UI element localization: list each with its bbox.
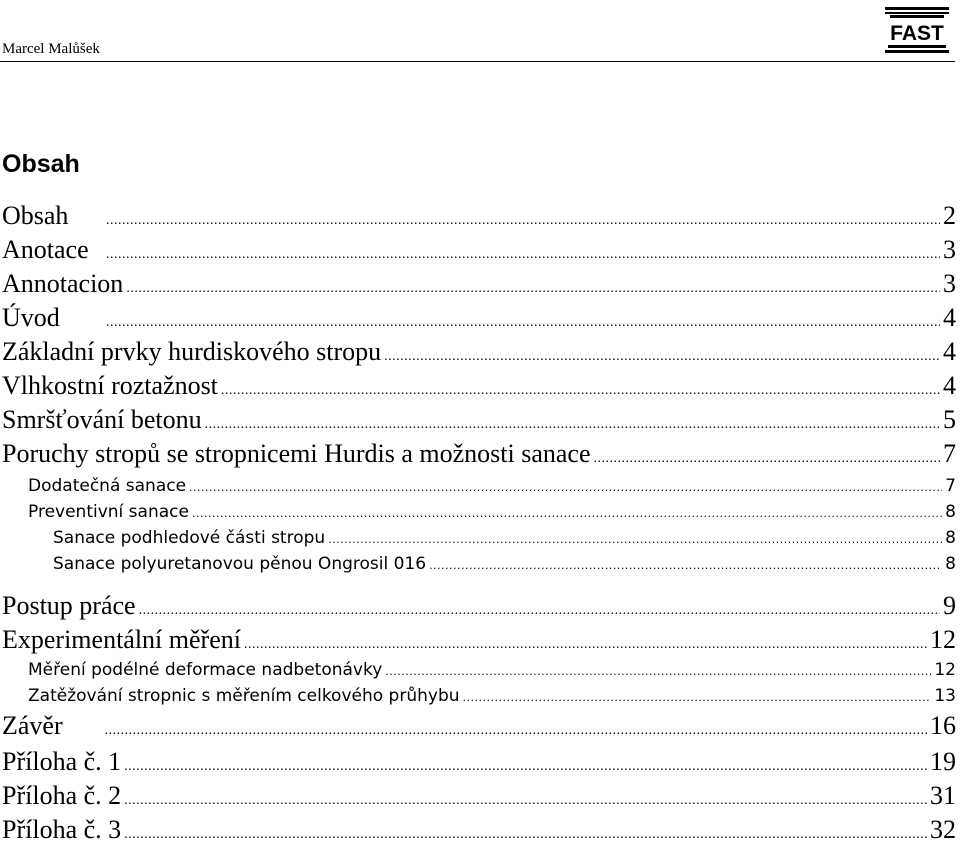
toc-entry[interactable]	[2, 745, 956, 779]
svg-text:FAST: FAST	[890, 22, 944, 45]
toc-entry-page: 16	[930, 711, 956, 740]
toc-entry-page: 5	[943, 405, 956, 434]
toc-entry-title: Annotacion	[2, 269, 124, 298]
toc-entry[interactable]	[2, 233, 956, 267]
toc-entry-page: 8	[945, 554, 956, 574]
toc-dot-leader	[594, 437, 941, 476]
toc-entry[interactable]	[28, 657, 956, 683]
toc-entry[interactable]	[2, 437, 956, 471]
toc-entry-page: 32	[930, 815, 956, 844]
toc-entry-title: Experimentální měření	[2, 625, 241, 654]
toc-entry-title: Preventivní sanace	[28, 502, 189, 522]
toc-entry-title: Dodatečná sanace	[28, 476, 187, 496]
toc-entry[interactable]	[2, 199, 956, 233]
toc-entry[interactable]	[2, 709, 956, 743]
toc-entry-title: Vlhkostní roztažnost	[2, 371, 218, 400]
toc-entry[interactable]	[28, 473, 956, 499]
toc-entry-title: Sanace podhledové části stropu	[53, 528, 326, 548]
toc-entry-page: 3	[943, 235, 956, 264]
toc-entry-title: Zatěžování stropnic s měřením celkového průhybu	[28, 686, 460, 706]
toc-entry-page: 12	[930, 625, 956, 654]
toc-entry-page: 8	[945, 528, 956, 548]
toc-entry-title: Příloha č. 3	[2, 815, 122, 844]
toc-entry[interactable]	[2, 623, 956, 657]
toc-dot-leader	[385, 657, 931, 685]
toc-dot-leader	[463, 683, 932, 711]
toc-entry-title: Příloha č. 2	[2, 781, 122, 810]
toc-entry-page: 7	[943, 439, 956, 468]
toc-entry-title: Poruchy stropů se stropnicemi Hurdis a možnosti sanace	[2, 439, 591, 468]
toc-entry[interactable]	[2, 403, 956, 437]
toc-entry-page: 7	[945, 476, 956, 496]
toc-entry[interactable]	[2, 267, 956, 301]
toc-entry-page: 9	[943, 591, 956, 620]
toc-entry-title: Postup práce	[2, 591, 136, 620]
toc-entry[interactable]	[28, 499, 956, 525]
toc-entry-title: Sanace polyuretanovou pěnou Ongrosil 016	[53, 554, 427, 574]
toc-entry-page: 4	[943, 303, 956, 332]
page-title: Obsah	[2, 150, 80, 178]
toc-entry[interactable]	[2, 589, 956, 623]
toc-dot-leader	[105, 709, 927, 748]
toc-dot-leader	[328, 525, 942, 553]
toc-entry-title: Základní prvky hurdiskového stropu	[2, 337, 382, 366]
toc-entry-page: 12	[934, 660, 956, 680]
toc-entry-title: Obsah	[2, 201, 69, 230]
toc-entry-page: 31	[930, 781, 956, 810]
toc-entry[interactable]	[2, 369, 956, 403]
toc-entry-page: 4	[943, 337, 956, 366]
toc-entry-title: Smršťování betonu	[2, 405, 202, 434]
toc-entry[interactable]	[53, 551, 956, 577]
toc-entry-page: 19	[930, 747, 956, 776]
author-name: Marcel Malůšek	[2, 41, 100, 57]
toc-entry-title: Měření podélné deformace nadbetonávky	[28, 660, 383, 680]
toc-entry[interactable]	[2, 813, 956, 847]
toc-entry-page: 8	[945, 502, 956, 522]
toc-dot-leader	[189, 473, 942, 501]
toc-entry-page: 2	[943, 201, 956, 230]
toc-entry-title: Příloha č. 1	[2, 747, 122, 776]
toc-entry-page: 13	[934, 686, 956, 706]
toc-dot-leader	[429, 551, 942, 579]
toc-entry-title: Závěr	[2, 711, 63, 740]
toc-entry[interactable]	[2, 301, 956, 335]
fast-logo	[884, 5, 950, 55]
toc-dot-leader	[192, 499, 942, 527]
toc-entry[interactable]	[2, 779, 956, 813]
toc-entry-page: 4	[943, 371, 956, 400]
toc-entry-title: Anotace	[2, 235, 89, 264]
toc-entry[interactable]	[28, 683, 956, 709]
toc-dot-leader	[124, 813, 927, 852]
toc-entry[interactable]	[53, 525, 956, 551]
toc-entry-page: 3	[943, 269, 956, 298]
toc-entry-title: Úvod	[2, 303, 60, 332]
header-rule	[0, 61, 955, 62]
toc-entry[interactable]	[2, 335, 956, 369]
